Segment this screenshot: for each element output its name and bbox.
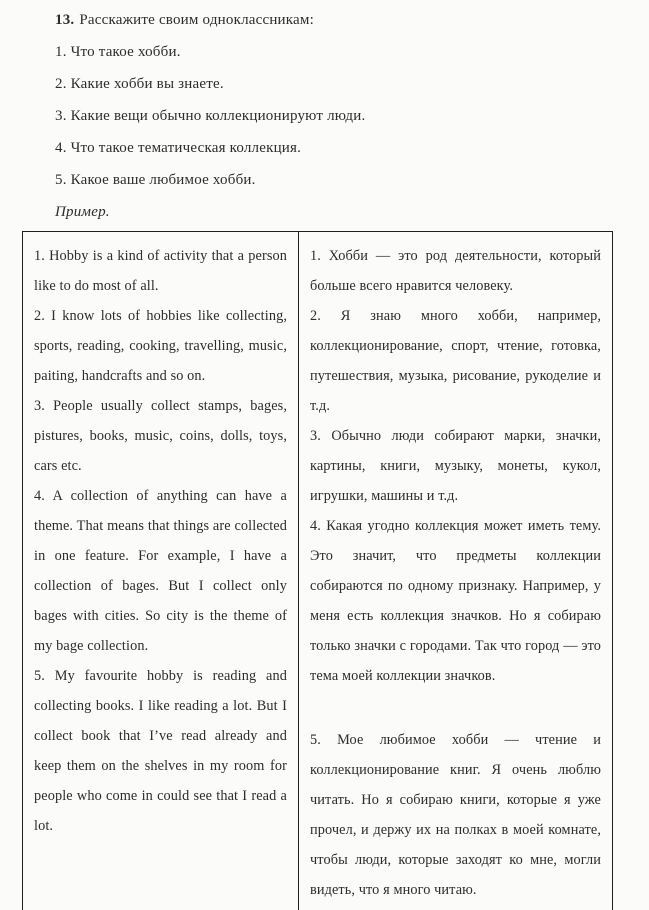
task-header [0,4,649,228]
english-paragraph-2: 2. I know lots of hobbies like collecting, sports, reading, cooking, travelling, music, paiting, handcrafts and so on. [34,308,287,384]
example-label: Пример. [55,204,110,220]
task-title: Расскажите своим одноклассникам: [79,12,314,28]
task-number: 13. [55,12,75,28]
english-paragraph-1: 1. Hobby is a kind of activity that a person like to do most of all. [34,248,287,294]
question-item-4: 4. Что такое тематическая коллекция. [55,140,302,156]
russian-paragraph-1: 1. Хобби — это род деятельности, который больше всего нравится человеку. [310,248,601,294]
russian-paragraph-4: 4. Какая угодно коллекция может иметь тему. Это значит, что предметы коллекции собираются по одному признаку. Например, у меня есть коллекция значков. Но я собираю только значки с городами. Так что город — это тема моей коллекции значков. [310,518,601,684]
english-paragraph-5: 5. My favourite hobby is reading and collecting books. I like reading a lot. But I collect book that I’ve read already and keep them on the shelves in my room for people who come in could see that I read a lot. [34,668,287,834]
russian-paragraph-3: 3. Обычно люди собирают марки, значки, картины, книги, музыку, монеты, кукол, игрушки, машины и т.д. [310,428,601,504]
english-cell [23,232,299,910]
answers-table [22,231,613,910]
question-item-5: 5. Какое ваше любимое хобби. [55,172,256,188]
question-item-2: 2. Какие хобби вы знаете. [55,76,224,92]
question-item-3: 3. Какие вещи обычно коллекционируют люди. [55,108,366,124]
english-paragraph-3: 3. People usually collect stamps, bages, pistures, books, music, coins, dolls, toys, cars etc. [34,398,287,474]
english-paragraph-4: 4. A collection of anything can have a theme. That means that things are collected in one feature. For example, I have a collection of bages. But I collect only bages with cities. So city is the theme of my bage collection. [34,488,287,654]
question-item-1: 1. Что такое хобби. [55,44,181,60]
answers-table-row [23,232,613,910]
task-title-line [55,4,619,36]
russian-paragraph-2: 2. Я знаю много хобби, например, коллекционирование, спорт, чтение, готовка, путешествия, музыка, рисование, рукоделие и т.д. [310,308,601,414]
russian-cell [299,232,613,910]
russian-paragraph-5: 5. Мое любимое хобби — чтение и коллекционирование книг. Я очень люблю читать. Но я собираю книги, которые я уже прочел, и держу их на полках в моей комнате, чтобы люди, которые заходят ко мне, могли видеть, что я много читаю. [310,732,601,898]
